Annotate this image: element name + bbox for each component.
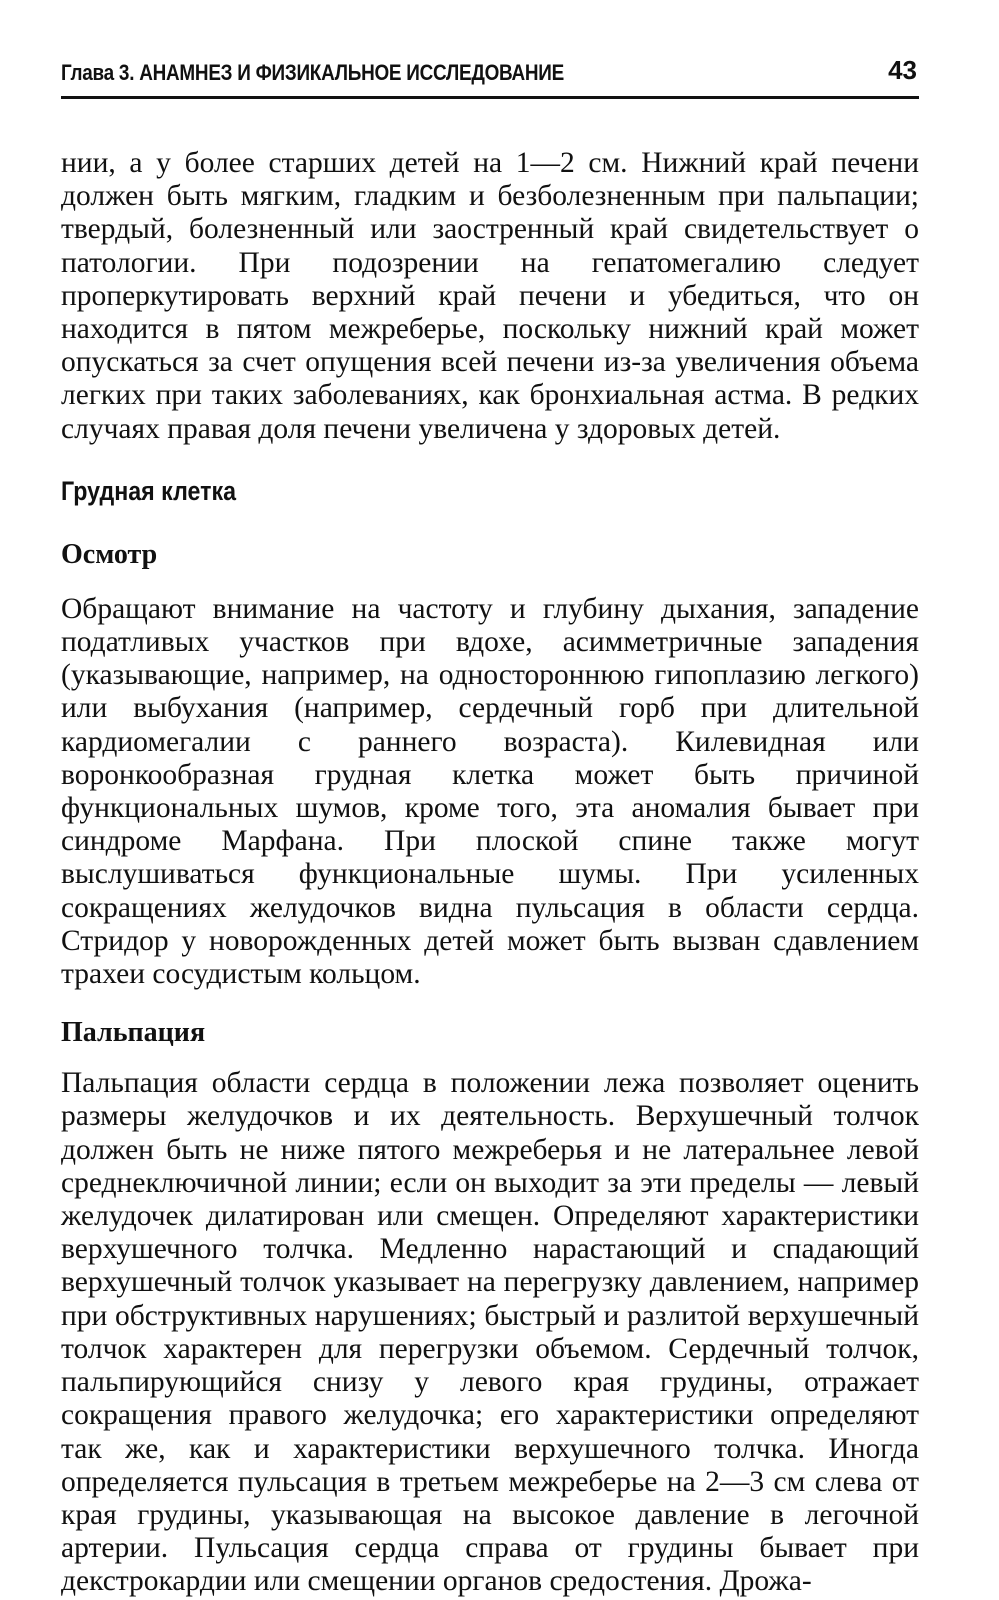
paragraph-continuation: нии, а у более старших детей на 1—2 см. Нижний край печени должен быть мягким, гладким и безболезненным при пальпации; твердый, болезненный или заостренный край свидетельствует о патологии. При подозрении на гепатомегалию следует проперкутировать верхний край печени и убедиться, что он находится в пятом межреберье, поскольку нижний край может опускаться за счет опущения всей печени из-за увеличения объема легких при таких заболеваниях, как бронхиальная астма. В редких случаях правая доля печени увеличена у здоровых детей. (61, 147, 919, 445)
book-page (61, 46, 919, 1599)
section-heading: Грудная клетка (61, 475, 237, 506)
paragraph-palpation: Пальпация области сердца в положении лежа позволяет оценить размеры желудочков и их деятельность. Верхушечный толчок должен быть не ниже пятого межреберья и не латеральнее левой среднеключичной линии; если он выходит за эти пределы — левый желудочек дилатирован или смещен. Определяют характеристики верхушечного толчка. Медленно нарастающий и спадающий верхушечный толчок указывает на перегрузку давлением, например при обструктивных нарушениях; быстрый и разлитой верхушечный толчок характерен для перегрузки объемом. Сердечный толчок, пальпирующийся снизу у левого края грудины, отражает сокращения правого желудочка; его характеристики определяют так же, как и характеристики верхушечного толчка. Иногда определяется пульсация в третьем межреберье на 2—3 см слева от края грудины, указывающая на высокое давление в легочной артерии. Пульсация сердца справа от грудины бывает при декстрокардии или смещении органов средостения. Дрожа- (61, 1067, 919, 1598)
paragraph-inspection: Обращают внимание на частоту и глубину дыхания, западение податливых участков при вдохе, асимметричные западения (указывающие, например, на одностороннюю гипоплазию легкого) или выбухания (например, сердечный горб при длительной кардиомегалии с раннего возраста). Килевидная или воронкообразная грудная клетка может быть причиной функциональных шумов, кроме того, эта аномалия бывает при синдроме Марфана. При плоской спине также могут выслушиваться функциональные шумы. При усиленных сокращениях желудочков видна пульсация в области сердца. Стридор у новорожденных детей может быть вызван сдавлением трахеи сосудистым кольцом. (61, 592, 919, 991)
header-rule (61, 96, 919, 99)
running-title: Глава 3. АНАМНЕЗ И ФИЗИКАЛЬНОЕ ИССЛЕДОВАНИЕ (61, 60, 565, 85)
subheading-inspection: Осмотр (61, 538, 158, 570)
running-header (61, 46, 919, 86)
subheading-palpation: Пальпация (61, 1017, 206, 1049)
page-body (61, 147, 919, 1599)
page-number: 43 (888, 55, 917, 85)
